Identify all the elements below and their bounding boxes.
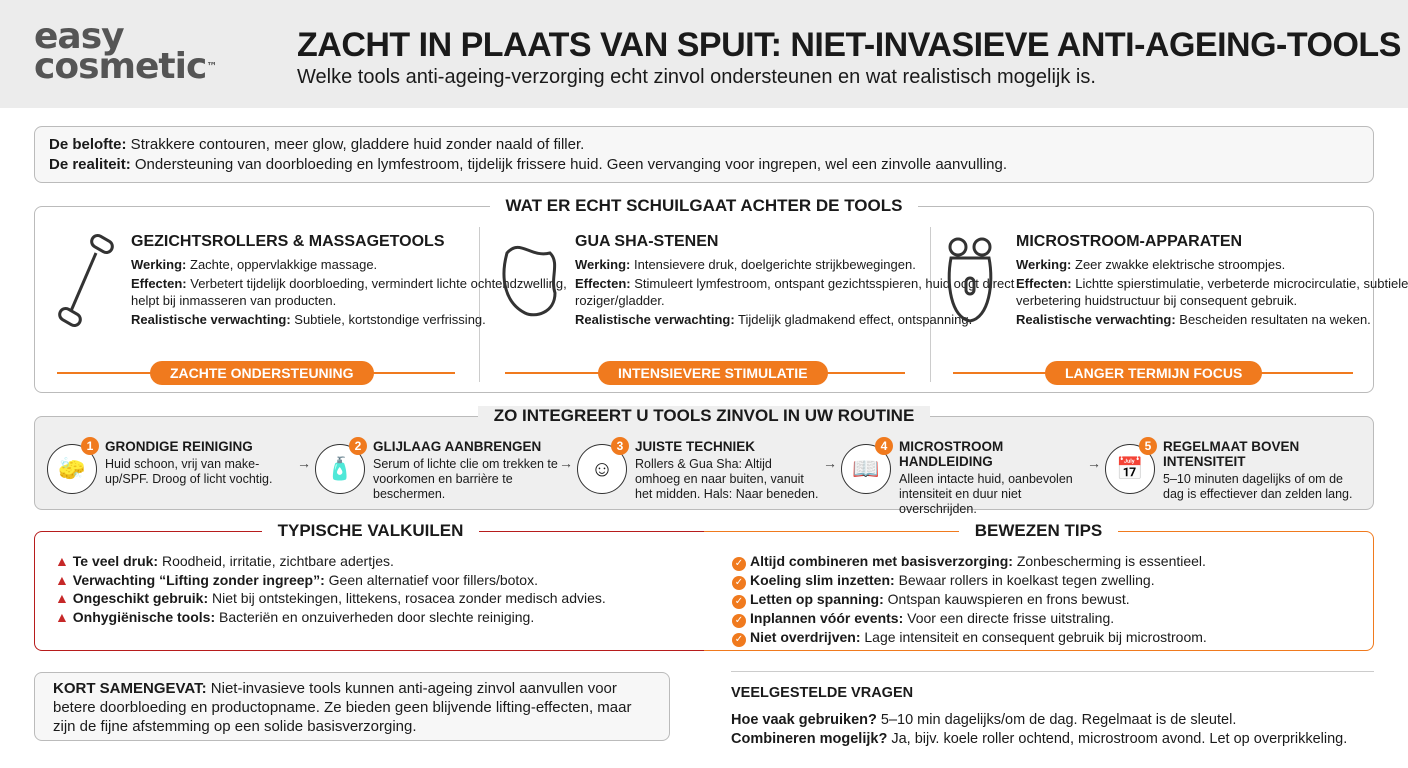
cleansing-icon: 🧽: [47, 444, 97, 494]
tools-heading: WAT ER ECHT SCHUILGAAT ACHTER DE TOOLS: [490, 196, 919, 215]
promise-box: [34, 126, 1374, 183]
tool-text: Subtiele, kortstondige verfrissing.: [290, 312, 486, 327]
tool-text: Intensievere druk, doelgerichte strijkbewegingen.: [630, 257, 916, 272]
face-icon: ☺: [577, 444, 627, 494]
tip-label: Koeling slim inzetten:: [750, 572, 895, 588]
logo-line1: easy: [34, 16, 124, 57]
step-title: JUISTE TECHNIEK: [635, 439, 756, 454]
step-text: 5–10 minuten dagelijks of om de dag is effectiever dan zelden lang.: [1163, 472, 1353, 501]
tip-text: Bewaar rollers in koelkast tegen zwelling.: [894, 572, 1155, 588]
pitfall-label: Verwachting “Lifting zonder ingreep”:: [72, 571, 325, 588]
tip-text: Ontspan kauwspieren en frons bewust.: [883, 591, 1130, 607]
tool-label: Werking:: [131, 257, 187, 272]
step-title: REGELMAAT BOVEN INTENSITEIT: [1163, 439, 1300, 469]
arrow-icon: →: [297, 455, 311, 471]
step-text: Huid schoon, vrij van make-up/SPF. Droog of licht vochtig.: [105, 457, 273, 486]
faq-question: Hoe vaak gebruiken?: [731, 712, 877, 728]
step-number: 1: [81, 437, 99, 455]
pitfall-label: Onhygiënische tools:: [72, 608, 216, 625]
arrow-icon: →: [823, 455, 837, 471]
pitfall-item: [55, 571, 606, 590]
tip-item: [732, 609, 1207, 628]
tool-card: [1016, 233, 1408, 330]
tip-text: Zonbescherming is essentieel.: [1012, 553, 1206, 569]
tools-section: [34, 196, 1408, 393]
tips-box: [704, 521, 1374, 651]
warning-icon: ▲: [55, 608, 73, 625]
tool-label: Realistische verwachting:: [575, 312, 735, 327]
gua-sha-icon: [495, 233, 565, 333]
summary-box: [34, 672, 670, 741]
faq: [731, 684, 1347, 749]
divider: [731, 671, 1374, 672]
calendar-icon: 📅: [1105, 444, 1155, 494]
tip-label: Niet overdrijven:: [750, 629, 861, 645]
step-text: Serum of lichte clie om trekken te voorkomen en barrière te beschermen.: [373, 457, 558, 501]
tip-text: Voor een directe frisse uitstraling.: [903, 610, 1115, 626]
tool-label: Effecten:: [131, 276, 187, 291]
logo-line2: cosmetic: [34, 46, 207, 87]
step-text: Rollers & Gua Sha: Altijd omhoeg en naar buiten, vanuit het midden. Hals: Naar beneden.: [635, 457, 819, 501]
tips-heading: BEWEZEN TIPS: [959, 521, 1119, 540]
pitfall-item: [55, 589, 606, 608]
reality-text: Ondersteuning van doorbloeding en lymfestroom, tijdelijk frissere huid. Geen vervanging voor ingrepen, wel een zinvolle aanvulling.: [130, 156, 1008, 173]
tool-title: GUA SHA-STENEN: [575, 233, 719, 250]
check-icon: ✓: [732, 557, 746, 571]
serum-bottle-icon: 🧴: [315, 444, 365, 494]
pitfall-label: Te veel druk:: [72, 553, 159, 569]
summary-label: KORT SAMENGEVAT:: [53, 680, 207, 697]
faq-heading: VEELGESTELDE VRAGEN: [731, 685, 914, 701]
tool-label: Werking:: [1016, 257, 1072, 272]
pitfall-text: Niet bij ontstekingen, littekens, rosacea zonder medisch advies.: [208, 590, 606, 606]
microcurrent-device-icon: [936, 233, 1006, 333]
pitfall-label: Ongeschikt gebruik:: [72, 590, 209, 606]
pitfall-item: [55, 552, 606, 571]
tool-text: Bescheiden resultaten na weken.: [1175, 312, 1371, 327]
step-number: 3: [611, 437, 629, 455]
tip-item: [732, 590, 1207, 609]
tool-badge: LANGER TERMIJN FOCUS: [1045, 361, 1262, 385]
routine-heading: ZO INTEGREERT U TOOLS ZINVOL IN UW ROUTINE: [478, 406, 931, 425]
promise-text: Strakkere contouren, meer glow, gladdere huid zonder naald of filler.: [126, 136, 585, 153]
tool-text: Lichtte spierstimulatie, verbeterde microcirculatie, subtiele verbetering huidstructuur bij consequent gebruik.: [1016, 276, 1408, 308]
tool-title: GEZICHTSROLLERS & MASSAGETOOLS: [131, 233, 445, 250]
arrow-icon: →: [1087, 455, 1101, 471]
tool-label: Realistische verwachting:: [131, 312, 291, 327]
tip-label: Letten op spanning:: [750, 591, 884, 607]
step-title: GRONDIGE REINIGING: [105, 439, 253, 454]
pitfalls-heading: TYPISCHE VALKUILEN: [262, 521, 480, 540]
tool-label: Effecten:: [1016, 276, 1072, 291]
arrow-icon: →: [559, 455, 573, 471]
tip-label: Altijd combineren met basisverzorging:: [750, 553, 1013, 569]
tool-text: Tijdelijk gladmakend effect, ontspanning.: [734, 312, 973, 327]
warning-icon: ▲: [55, 571, 73, 588]
tip-item: [732, 552, 1207, 571]
warning-icon: ▲: [55, 590, 73, 606]
step-title: MICROSTROOM HANDLEIDING: [899, 439, 1004, 469]
step-number: 2: [349, 437, 367, 455]
tool-badge: ZACHTE ONDERSTEUNING: [150, 361, 374, 385]
pitfall-text: Bacteriën en onzuiverheden door slechte reiniging.: [215, 608, 535, 625]
tool-text: Zeer zwakke elektrische stroompjes.: [1071, 257, 1286, 272]
pitfall-item: [55, 608, 606, 627]
pitfall-text: Geen alternatief voor fillers/botox.: [324, 571, 538, 588]
check-icon: ✓: [732, 614, 746, 628]
tip-label: Inplannen vóór events:: [750, 610, 904, 626]
check-icon: ✓: [732, 576, 746, 590]
check-icon: ✓: [732, 595, 746, 609]
promise-label: De belofte:: [49, 136, 127, 153]
step-title: GLIJLAAG AANBRENGEN: [373, 439, 542, 454]
tool-title: MICROSTROOM-APPARATEN: [1016, 233, 1243, 250]
pitfalls-box: [34, 521, 706, 651]
reality-label: De realiteit:: [49, 156, 131, 173]
tool-label: Werking:: [575, 257, 631, 272]
step-text: Alleen intacte huid, oanbevolen intensiteit en duur niet overschrijden.: [899, 472, 1073, 516]
tool-text: Verbetert tijdelijk doorbloeding, vermindert lichte ochtendzwelling, helpt bij inmasseren van producten.: [131, 276, 567, 308]
summary-text: Niet-invasieve tools kunnen anti-ageing zinvol aanvullen voor betere doorbloeding en productopname. Ze bieden geen blijvende lifting-effecten, maar zijn de fijne afstemming op een solide basisverzorging.: [53, 680, 632, 735]
logo: [34, 16, 218, 87]
routine-section: [34, 406, 1374, 516]
warning-icon: ▲: [55, 553, 73, 569]
tip-text: Lage intensiteit en consequent gebruik bij microstroom.: [860, 629, 1207, 645]
manual-icon: 📖: [841, 444, 891, 494]
tip-item: [732, 571, 1207, 590]
tool-badge: INTENSIEVERE STIMULATIE: [598, 361, 828, 385]
step-number: 5: [1139, 437, 1157, 455]
tool-text: Stimuleert lymfestroom, ontspant gezichtsspieren, huid oogt direct roziger/gladder.: [575, 276, 1015, 308]
faq-answer: 5–10 min dagelijks/om de dag. Regelmaat is de sleutel.: [876, 712, 1237, 728]
page-subtitle: Welke tools anti-ageing-verzorging echt zinvol ondersteunen en wat realistisch mogelijk is.: [297, 66, 1096, 88]
step-number: 4: [875, 437, 893, 455]
faq-answer: Ja, bijv. koele roller ochtend, microstroom avond. Let op overprikkeling.: [887, 731, 1348, 747]
pitfall-text: Roodheid, irritatie, zichtbare adertjes.: [158, 553, 394, 569]
logo-tm: ™: [206, 60, 218, 73]
tool-text: Zachte, oppervlakkige massage.: [186, 257, 378, 272]
faq-question: Combineren mogelijk?: [731, 731, 888, 747]
page-title: ZACHT IN PLAATS VAN SPUIT: NIET-INVASIEVE ANTI-AGEING-TOOLS: [297, 26, 1401, 64]
face-roller-icon: [51, 233, 121, 333]
tip-item: [732, 628, 1207, 647]
check-icon: ✓: [732, 633, 746, 647]
tool-label: Realistische verwachting:: [1016, 312, 1176, 327]
tool-label: Effecten:: [575, 276, 631, 291]
